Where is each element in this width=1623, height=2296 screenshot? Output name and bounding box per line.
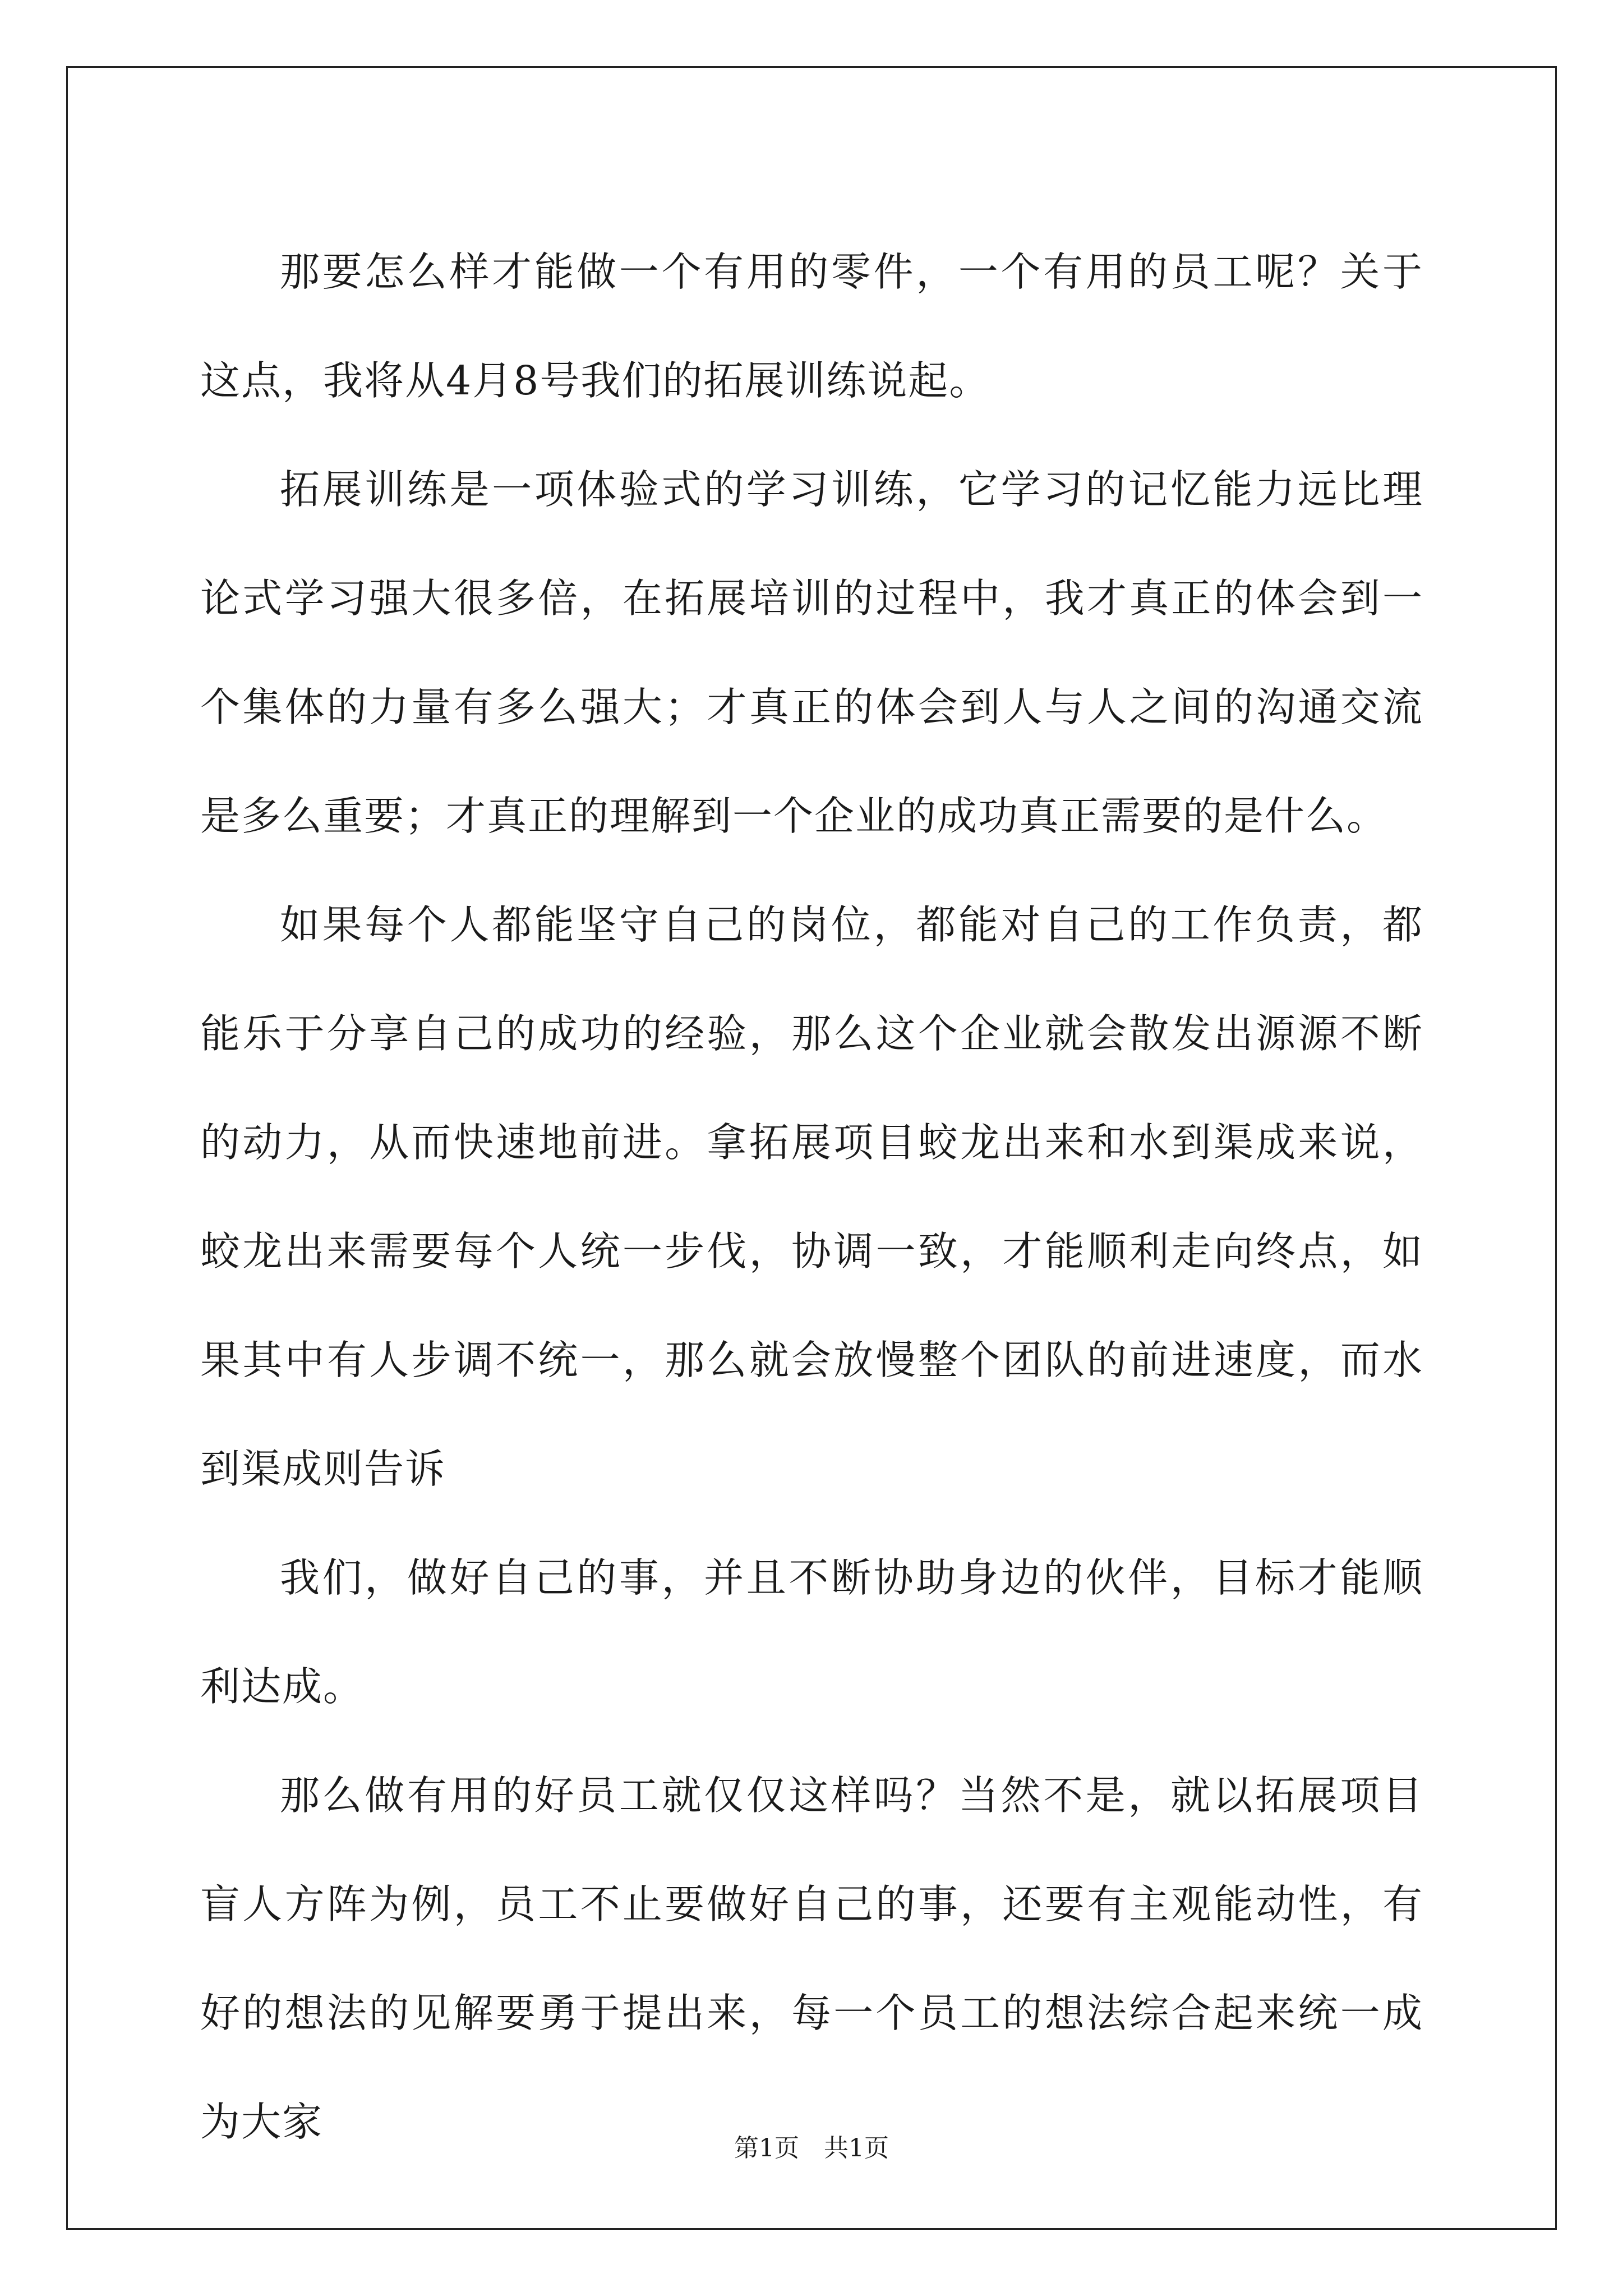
- paragraph-1: 那要怎么样才能做一个有用的零件，一个有用的员工呢？关于这点，我将从4月8号我们的拓展训练说起。: [200, 249, 1423, 404]
- document-body: [200, 218, 1423, 2177]
- paragraph-2: 拓展训练是一项体验式的学习训练，它学习的记忆能力远比理论式学习强大很多倍，在拓展培训的过程中，我才真正的体会到一个集体的力量有多么强大；才真正的体会到人与人之间的沟通交流是多么重要；才真正的理解到一个企业的成功真正需要的是什么。: [200, 466, 1423, 839]
- paragraph-5: 那么做有用的好员工就仅仅这样吗？当然不是，就以拓展项目盲人方阵为例，员工不止要做好自己的事，还要有主观能动性，有好的想法的见解要勇于提出来，每一个员工的想法综合起来统一成为大家: [200, 1772, 1423, 2145]
- paragraph-3: 如果每个人都能坚守自己的岗位，都能对自己的工作负责，都能乐于分享自己的成功的经验，那么这个企业就会散发出源源不断的动力，从而快速地前进。拿拓展项目蛟龙出来和水到渠成来说，蛟龙出来需要每个人统一步伐，协调一致，才能顺利走向终点，如果其中有人步调不统一，那么就会放慢整个团队的前进速度，而水到渠成则告诉: [200, 901, 1423, 1492]
- paragraph-4: 我们，做好自己的事，并且不断协助身边的伙伴，目标才能顺利达成。: [200, 1554, 1423, 1710]
- page-number-footer: 第1页 共1页: [734, 2134, 889, 2162]
